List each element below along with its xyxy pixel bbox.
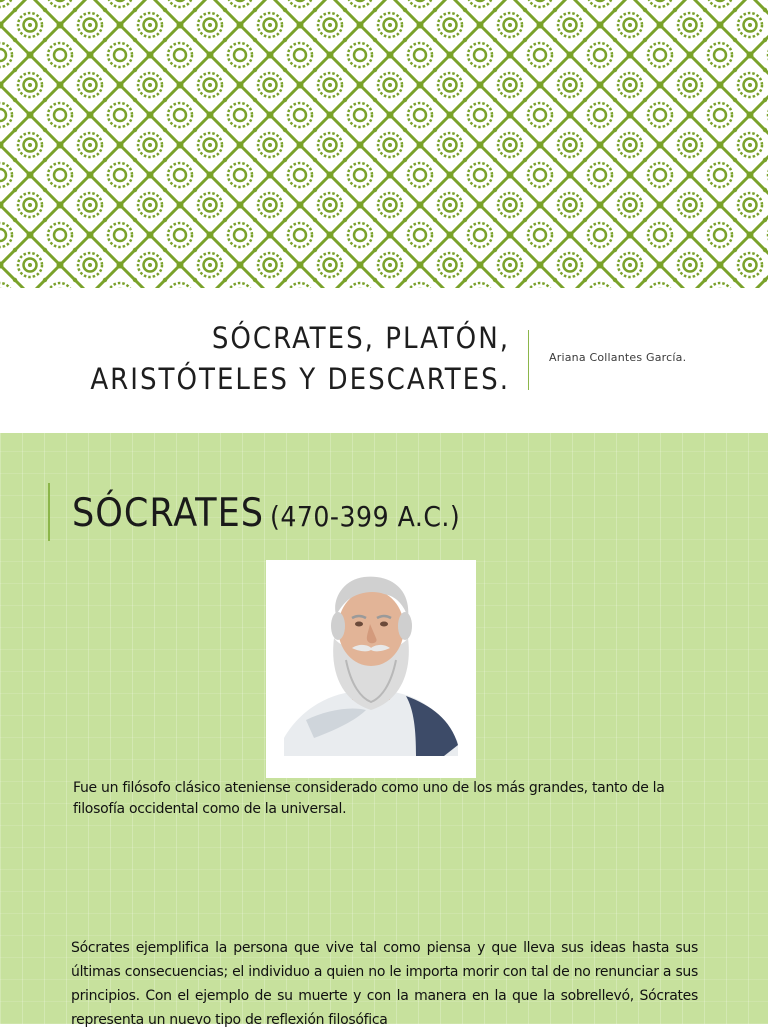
- presentation-title: SÓCRATES, PLATÓN, ARISTÓTELES Y DESCARTES.: [90, 321, 510, 396]
- intro-paragraph: Fue un filósofo clásico ateniense considerado como uno de los más grandes, tanto de la filosofía occidental como de la universal.: [73, 780, 665, 817]
- slide-title-dates: (470-399 A.C.): [270, 500, 461, 533]
- socrates-portrait-icon: [266, 560, 476, 778]
- author-name: Ariana Collantes García.: [549, 351, 687, 364]
- title-slide-section: [0, 288, 768, 433]
- title-divider: [528, 330, 529, 390]
- slide-title-name: SÓCRATES: [72, 491, 265, 536]
- decorative-pattern-header: [0, 0, 768, 288]
- body-paragraph: Sócrates ejemplifica la persona que vive tal como piensa y que lleva sus ideas hasta sus últimas consecuencias; el individuo a quien no le importa morir con tal de no renunciar a sus principios. Con el ejemplo de su muerte y con la manera en la que la sobrellevó, Sócrates representa un nuevo tipo de reflexión filosófica: [71, 940, 698, 1028]
- socrates-slide: [0, 433, 768, 1028]
- title-accent-bar: [48, 483, 50, 541]
- socrates-portrait-image: [266, 560, 476, 778]
- slide-title: [72, 491, 460, 536]
